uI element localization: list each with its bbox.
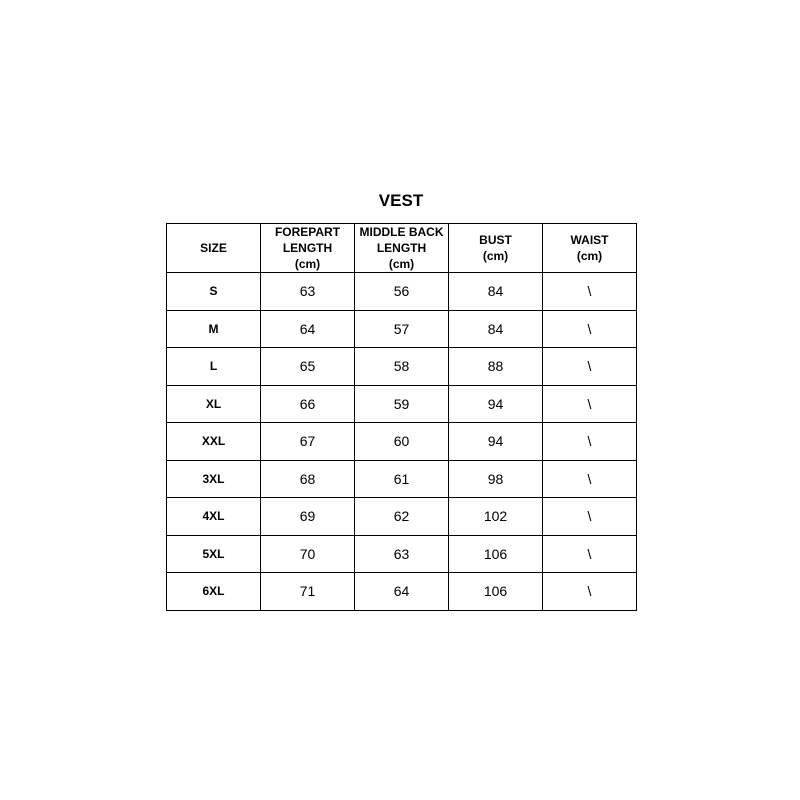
cell-bust: 98 [449, 460, 543, 498]
header-size [167, 224, 261, 273]
cell-size: 3XL [167, 460, 261, 498]
header-text: LENGTH [376, 241, 427, 255]
cell-forepart-length: 65 [261, 348, 355, 386]
cell-middle-back-length: 56 [355, 273, 449, 311]
cell-forepart-length: 67 [261, 423, 355, 461]
cell-forepart-length: 66 [261, 385, 355, 423]
header-text: (cm) [482, 249, 509, 263]
cell-forepart-length: 69 [261, 498, 355, 536]
header-text: SIZE [200, 241, 227, 255]
cell-middle-back-length: 58 [355, 348, 449, 386]
cell-waist: \ [543, 273, 637, 311]
table-row [167, 460, 637, 498]
cell-bust: 94 [449, 423, 543, 461]
header-waist [543, 224, 637, 273]
cell-waist: \ [543, 535, 637, 573]
table-row [167, 310, 637, 348]
cell-waist: \ [543, 310, 637, 348]
header-row [167, 224, 637, 273]
cell-size: 6XL [167, 573, 261, 611]
table-row [167, 535, 637, 573]
table-header [167, 224, 637, 273]
table-row [167, 348, 637, 386]
header-bust [449, 224, 543, 273]
cell-size: 5XL [167, 535, 261, 573]
table-row [167, 573, 637, 611]
header-forepart-length [261, 224, 355, 273]
cell-middle-back-length: 61 [355, 460, 449, 498]
cell-forepart-length: 63 [261, 273, 355, 311]
table-body [167, 273, 637, 611]
cell-bust: 102 [449, 498, 543, 536]
size-chart-table [166, 223, 637, 611]
cell-forepart-length: 71 [261, 573, 355, 611]
cell-forepart-length: 70 [261, 535, 355, 573]
cell-middle-back-length: 63 [355, 535, 449, 573]
cell-size: XXL [167, 423, 261, 461]
cell-middle-back-length: 62 [355, 498, 449, 536]
cell-waist: \ [543, 498, 637, 536]
cell-size: XL [167, 385, 261, 423]
header-text: LENGTH [282, 241, 333, 255]
cell-middle-back-length: 64 [355, 573, 449, 611]
cell-waist: \ [543, 423, 637, 461]
cell-middle-back-length: 59 [355, 385, 449, 423]
header-text: BUST [479, 233, 512, 247]
cell-waist: \ [543, 348, 637, 386]
header-text: (cm) [388, 257, 415, 271]
header-text: (cm) [576, 249, 603, 263]
table-title: VEST [378, 191, 424, 210]
cell-forepart-length: 68 [261, 460, 355, 498]
cell-bust: 106 [449, 573, 543, 611]
cell-size: 4XL [167, 498, 261, 536]
header-text: WAIST [570, 233, 609, 247]
header-middle-back-length [355, 224, 449, 273]
header-text: FOREPART [274, 225, 341, 239]
cell-middle-back-length: 60 [355, 423, 449, 461]
cell-bust: 84 [449, 273, 543, 311]
cell-size: S [167, 273, 261, 311]
cell-middle-back-length: 57 [355, 310, 449, 348]
table-row [167, 273, 637, 311]
header-text: (cm) [294, 257, 321, 271]
table-row [167, 423, 637, 461]
cell-waist: \ [543, 460, 637, 498]
cell-bust: 106 [449, 535, 543, 573]
table-row [167, 498, 637, 536]
cell-bust: 84 [449, 310, 543, 348]
cell-size: L [167, 348, 261, 386]
cell-bust: 88 [449, 348, 543, 386]
header-text: MIDDLE BACK [359, 225, 444, 239]
cell-waist: \ [543, 573, 637, 611]
cell-bust: 94 [449, 385, 543, 423]
cell-size: M [167, 310, 261, 348]
cell-forepart-length: 64 [261, 310, 355, 348]
table-row [167, 385, 637, 423]
cell-waist: \ [543, 385, 637, 423]
